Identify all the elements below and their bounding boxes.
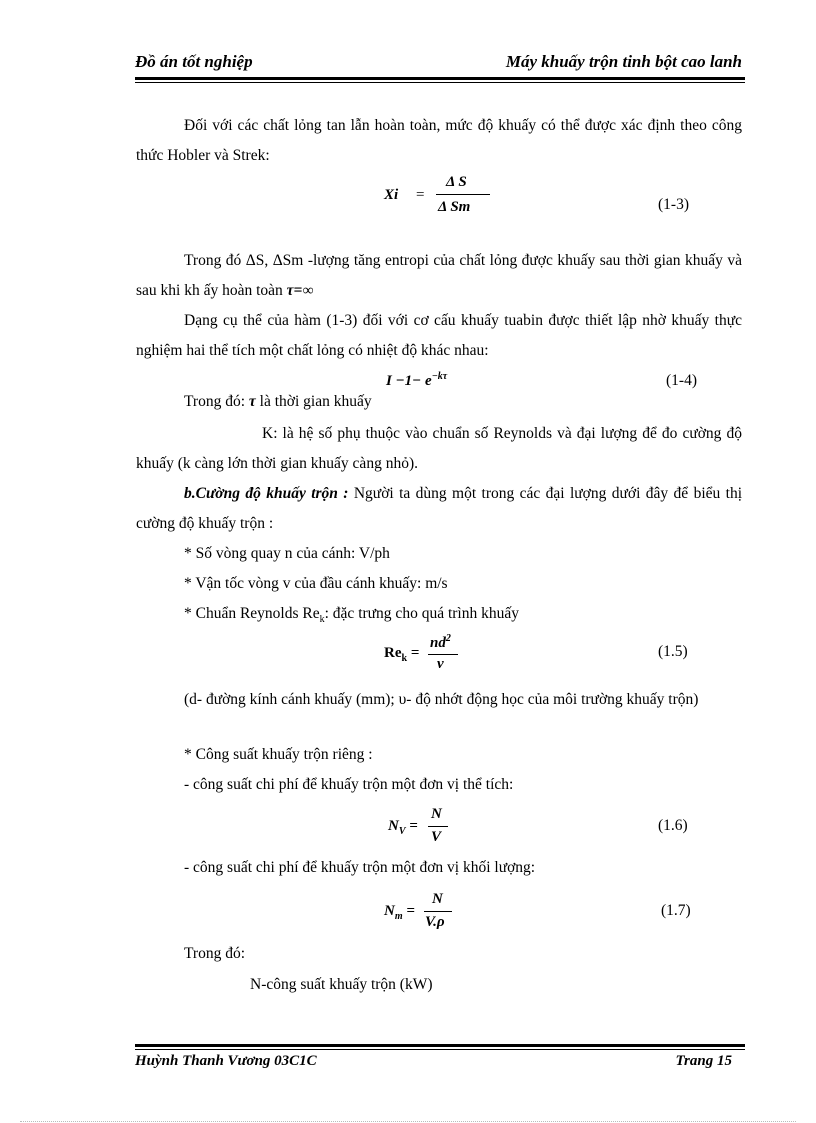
eq15-lhs-sub: k — [401, 653, 408, 664]
paragraph-3: Dạng cụ thể của hàm (1-3) đối với cơ cấu khuấy tuabin được thiết lập nhờ khuấy thực nghiệm hai thể tích một chất lỏng có nhiệt độ khác nhau: — [136, 312, 742, 359]
paragraph-5: (d- đường kính cánh khuấy (mm); υ- độ nhớt động học của môi trường khuấy trộn) — [184, 691, 699, 708]
where-tau-prefix: Trong đó: — [184, 393, 246, 410]
footer-rule-thick — [135, 1044, 745, 1047]
eq15-lhs-text: Re — [384, 645, 402, 661]
eq15-num-sup: 2 — [445, 633, 451, 644]
section-b-text: Người ta dùng một trong các đại lượng dưới đây để biểu thị cường độ khuấy trộn : — [136, 485, 742, 532]
section-b-paragraph — [136, 479, 742, 539]
eq17-numerator: N — [432, 891, 443, 907]
bullet-reynolds-sub: k — [319, 614, 325, 626]
eq15-number: (1.5) — [658, 643, 688, 660]
bullet-tip-velocity: * Vận tốc vòng v của đầu cánh khuấy: m/s — [184, 575, 448, 592]
eq16-number: (1.6) — [658, 817, 688, 834]
header-rule-thick — [135, 77, 745, 80]
header-left: Đồ án tốt nghiệp — [135, 52, 253, 71]
power-title: * Công suất khuấy trộn riêng : — [184, 746, 373, 763]
eq17-lhs-sub: m — [394, 911, 403, 922]
footer-rule-thin — [135, 1049, 745, 1050]
power-volume-text: - công suất chi phí để khuấy trộn một đơn vị thể tích: — [184, 776, 514, 793]
eq14-expression — [386, 371, 447, 390]
section-b-title: b.Cường độ khuấy trộn : — [184, 485, 349, 502]
eq13-equals: = — [416, 187, 425, 203]
eq14-expr: I −1− e — [386, 373, 432, 389]
bullet-rotation-speed: * Số vòng quay n của cánh: V/ph — [184, 545, 390, 562]
eq15-lhs: $Re_k$ = — [384, 645, 420, 664]
eq14-number: (1-4) — [666, 372, 697, 389]
eq13-numerator: Δ S — [446, 174, 467, 190]
paragraph-1: Đối với các chất lỏng tan lẫn hoàn toàn, mức độ khuấy có thể được xác định theo công thức Hobler và Strek: — [136, 117, 742, 164]
eq15-fraction-bar — [428, 654, 458, 655]
where-2-label: Trong đó: — [184, 945, 246, 962]
eq16-numerator: N — [431, 806, 442, 822]
eq16-lhs-text: N — [388, 818, 399, 834]
eq16-lhs-sub: V — [398, 826, 406, 837]
footer-right: Trang 15 — [675, 1053, 732, 1069]
where-tau-text: là thời gian khuấy — [259, 393, 372, 410]
eq17-lhs-text: N — [384, 903, 395, 919]
eq17-fraction-bar — [424, 911, 452, 912]
eq16-lhs: $N_V$ = — [388, 818, 418, 837]
bullet-reynolds-pre: * Chuẩn Reynolds Re — [184, 605, 320, 622]
bullet-reynolds — [184, 605, 519, 625]
paragraph-2-math: τ=∞ — [286, 282, 314, 299]
eq15-num-text: nd — [430, 635, 446, 651]
eq17-number: (1.7) — [661, 902, 691, 919]
eq13-lhs: Xi — [384, 187, 399, 203]
eq14-exponent: −kτ — [431, 371, 448, 382]
eq15-numerator — [430, 633, 451, 652]
header-right: Máy khuấy trộn tinh bột cao lanh — [505, 52, 742, 71]
paragraph-2-text: Trong đó ΔS, ΔSm -lượng tăng entropi của chất lỏng được khuấy sau thời gian khuấy và sau khi kh ấy hoàn toàn — [136, 252, 742, 299]
header-rule-thin — [135, 82, 745, 83]
page-edge-dotted-line — [20, 1121, 796, 1122]
bullet-reynolds-post: : đặc trưng cho quá trình khuấy — [324, 605, 519, 622]
paragraph-2 — [136, 246, 742, 306]
eq16-denominator: V — [431, 829, 442, 845]
eq17-lhs: $N_m$ = — [384, 903, 415, 922]
eq13-fraction-bar — [436, 194, 490, 195]
eq15-denominator: ν — [437, 656, 444, 672]
where-2-n-definition: N-công suất khuấy trộn (kW) — [250, 976, 433, 993]
eq17-denominator: V.ρ — [425, 914, 445, 930]
tau-symbol: τ — [248, 393, 256, 410]
eq16-fraction-bar — [428, 826, 448, 827]
power-mass-text: - công suất chi phí để khuấy trộn một đơn vị khối lượng: — [184, 859, 536, 876]
eq13-number: (1-3) — [658, 196, 689, 213]
paragraph-4: K: là hệ số phụ thuộc vào chuẩn số Reynolds và đại lượng để đo cường độ khuấy (k càng lớn thời gian khuấy càng nhỏ). — [136, 425, 742, 472]
footer-left: Huỳnh Thanh Vương 03C1C — [135, 1053, 317, 1069]
eq13-denominator: Δ Sm — [438, 199, 471, 215]
where-tau — [184, 393, 372, 411]
